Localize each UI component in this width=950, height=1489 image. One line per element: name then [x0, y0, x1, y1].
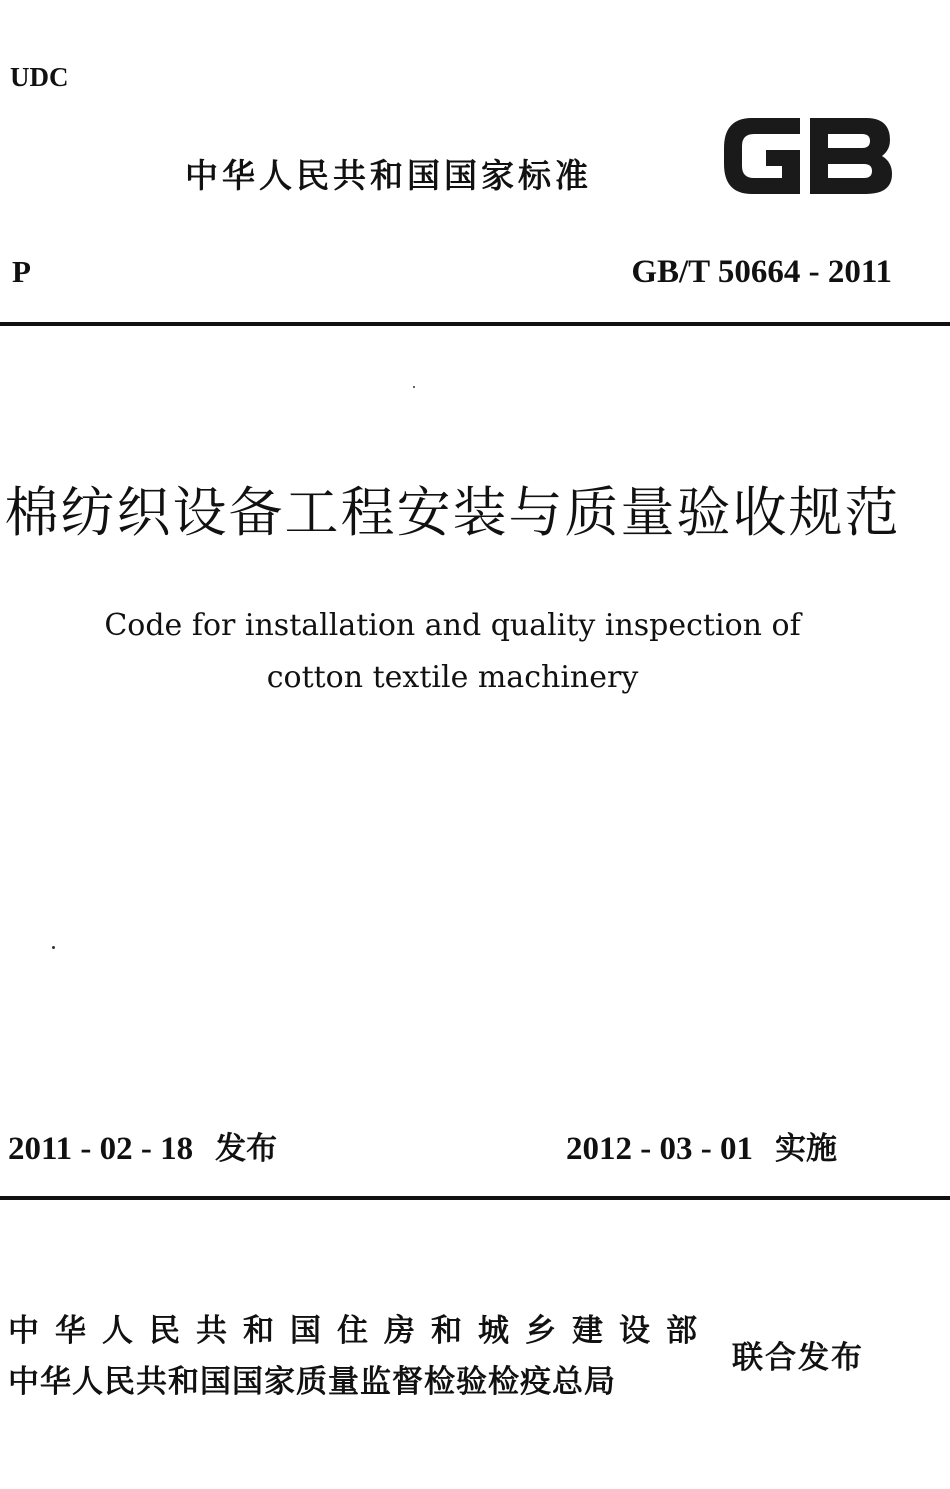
gb-logo	[716, 108, 898, 204]
implementation-label: 实施	[774, 1131, 837, 1167]
scan-speck	[413, 386, 415, 388]
joint-issue-label: 联合发布	[732, 1340, 864, 1376]
bottom-divider	[0, 1196, 950, 1200]
implementation-date-block	[566, 1123, 837, 1168]
english-title-line-1: Code for installation and quality inspection of	[104, 608, 801, 643]
document-title-english	[0, 600, 905, 704]
scan-speck	[52, 946, 55, 949]
issue-date-block	[8, 1123, 277, 1168]
national-standard-heading: 中华人民共和国国家标准	[185, 156, 592, 195]
issue-label: 发布	[215, 1131, 278, 1167]
english-title-line-2: cotton textile machinery	[266, 660, 639, 695]
top-divider	[0, 322, 950, 326]
document-title-chinese: 棉纺织设备工程安装与质量验收规范	[4, 481, 901, 544]
issuer-aqsiq: 中华人民共和国国家质量监督检验检疫总局	[8, 1364, 616, 1400]
issue-date: 2011 - 02 - 18	[8, 1131, 194, 1167]
udc-label: UDC	[10, 62, 69, 92]
implementation-date: 2012 - 03 - 01	[566, 1131, 753, 1167]
issuer-ministry: 中华人民共和国住房和城乡建设部	[8, 1313, 713, 1349]
standard-number: GB/T 50664 - 2011	[631, 254, 892, 290]
classification-code: P	[12, 254, 31, 289]
